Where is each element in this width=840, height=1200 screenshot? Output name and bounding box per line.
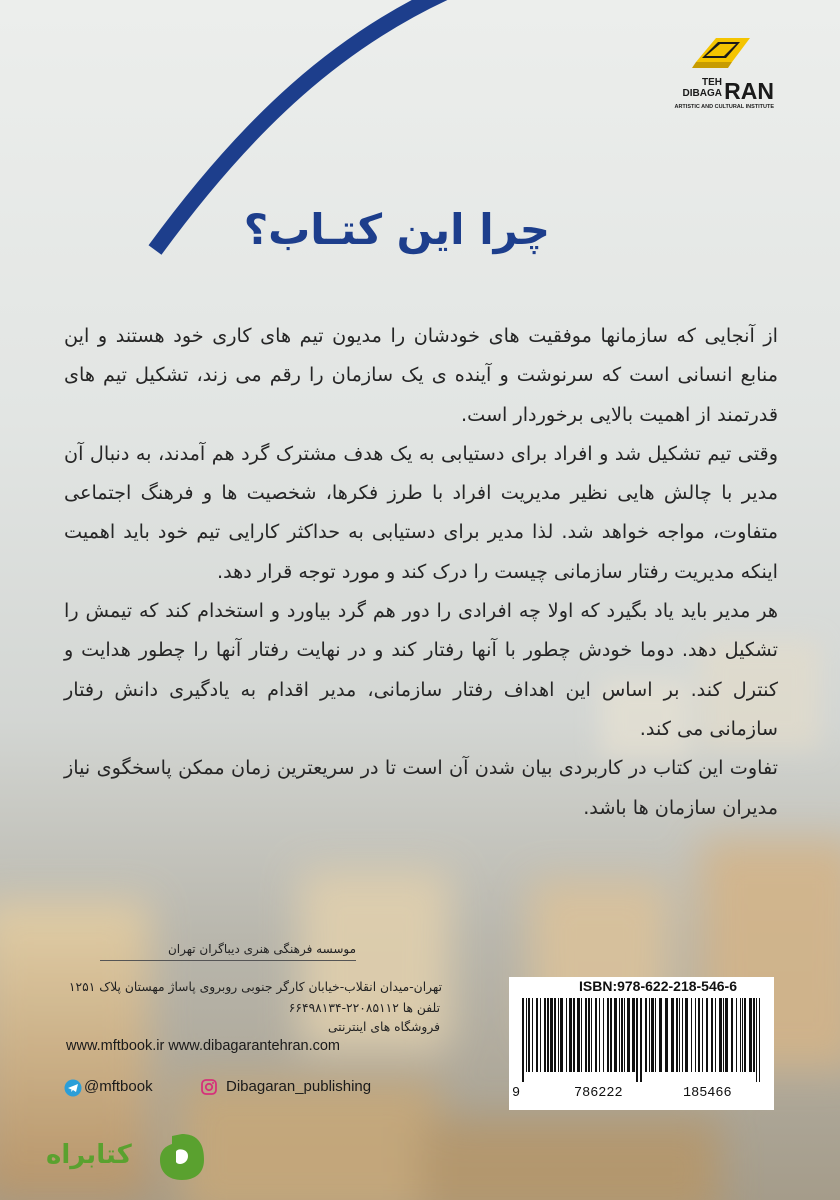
barcode-bar [702, 998, 703, 1072]
website-links[interactable]: www.mftbook.ir www.dibagarantehran.com [66, 1038, 341, 1054]
publisher-phone: تلفن ها ۲۲۰۸۵۱۱۲-۶۶۴۹۸۱۳۴ [288, 1001, 440, 1015]
paragraph: از آنجایی که سازمانها موفقیت های خودشان را مدیون تیم های کاری خود هستند و این منابع انسانی است که سرنوشت و آینده ی یک سازمان را رقم می زند، تشکیل تیم های قدرتمند از اهمیت بالایی برخوردار است. [64, 324, 778, 426]
barcode-bar [573, 998, 575, 1072]
page-title: چرا این کتـاب؟ [243, 205, 550, 254]
barcode-bar [547, 998, 549, 1072]
barcode-bar [698, 998, 700, 1072]
barcode-bar [645, 998, 647, 1072]
barcode-bar [682, 998, 683, 1072]
barcode-bar [753, 998, 755, 1072]
paragraph: وقتی تیم تشکیل شد و افراد برای دستیابی به یک هدف مشترک گرد هم آمدند، به دنبال آن مدیر با چالش هایی نظیر مدیریت افراد با طرز فکرها، شخصیت ها و فرهنگ اجتماعی متفاوت، مواجه خواهد شد. لذا مدیر برای دستیابی به حداکثر کارایی تیم خود باید اهمیت اینکه مدیریت رفتار سازمانی چیست را درک کند و مورد توجه قرار دهد. [64, 441, 778, 583]
barcode-bar [725, 998, 728, 1072]
publisher-address: تهران-میدان انقلاب-خیابان کارگر جنوبی روبروی پاساژ مهستان پلاک ۱۲۵۱ [68, 980, 442, 994]
barcode-bar [554, 998, 556, 1072]
isbn-label: ISBN:978-622-218-546-6 [579, 978, 737, 994]
barcode-bar [569, 998, 572, 1072]
barcode-bar [536, 998, 538, 1072]
barcode-bar [540, 998, 541, 1072]
barcode-bar [558, 998, 559, 1072]
barcode-bar [759, 998, 760, 1082]
barcode-bar [640, 998, 642, 1082]
ketabrah-icon [158, 1132, 204, 1182]
barcode-bar [595, 998, 597, 1072]
barcode-bar [632, 998, 635, 1072]
barcode-bar [585, 998, 587, 1072]
barcode-bar [526, 998, 527, 1072]
barcode-digit-first: 9 [512, 1086, 521, 1101]
paragraph: تفاوت این کتاب در کاربردی بیان شدن آن است تا در سریعترین زمان ممکن پاسخگوی نیاز مدیران سازمان ها باشد. [64, 756, 778, 819]
publisher-logo: RAN TEH DIBAGA ARTISTIC AND CULTURAL INSTITUTE [664, 22, 774, 112]
barcode-bar [550, 998, 553, 1072]
barcode-bar [560, 998, 563, 1072]
barcode-bar [544, 998, 546, 1072]
online-stores-label: فروشگاه های اینترنتی [328, 1020, 440, 1034]
barcode-bar [624, 998, 625, 1072]
description-text [64, 316, 778, 827]
barcode-bar [671, 998, 674, 1072]
barcode-bar [610, 998, 612, 1072]
barcode-bar [627, 998, 630, 1072]
telegram-handle[interactable]: @mftbook [84, 1078, 153, 1095]
barcode-bar [621, 998, 623, 1072]
barcode-bar [679, 998, 680, 1072]
barcode-bar [719, 998, 722, 1072]
ketabrah-logo [40, 1130, 220, 1190]
ketabrah-wordmark: کتابراه [46, 1140, 132, 1170]
barcode-bar [736, 998, 737, 1072]
barcode-bar [744, 998, 746, 1072]
barcode-bar [522, 998, 524, 1082]
barcode-bar [532, 998, 533, 1072]
barcode-bar [740, 998, 741, 1072]
barcode-bar [566, 998, 567, 1072]
barcode-bar [599, 998, 600, 1072]
barcode-bar [676, 998, 678, 1072]
barcode-bar [756, 998, 757, 1082]
barcode-bar [691, 998, 692, 1072]
telegram-icon [64, 1079, 82, 1097]
barcode-bar [731, 998, 733, 1072]
barcode-bar [581, 998, 582, 1072]
barcode-bar [651, 998, 654, 1072]
barcode-bar [636, 998, 638, 1082]
paragraph: هر مدیر باید یاد بگیرد که اولا چه افرادی را دور هم گرد بیاورد و استخدام کند که تیمش را تشکیل دهد. دوما خودش چطور با آنها رفتار کند و در نهایت رفتار آنها را چطور هدایت و کنترل کند. بر اساس این اهداف رفتار سازمانی، مدیر اقدام به یادگیری دانش رفتار سازمانی می کند. [64, 599, 778, 740]
barcode-bar [742, 998, 743, 1072]
barcode-bar [723, 998, 724, 1072]
barcode-digits-right: 185466 [683, 1086, 732, 1101]
barcode-bar [706, 998, 708, 1072]
logo-mark-icon [692, 32, 752, 72]
publisher-name: موسسه فرهنگی هنری دیباگران تهران [100, 942, 356, 961]
barcode-bar [711, 998, 713, 1072]
instagram-handle[interactable]: Dibagaran_publishing [226, 1078, 372, 1095]
instagram-icon [201, 1079, 217, 1095]
barcode-digits-left: 786222 [574, 1086, 623, 1101]
barcode-bar [695, 998, 696, 1072]
logo-tagline: ARTISTIC AND CULTURAL INSTITUTE [674, 104, 774, 110]
barcode-bar [749, 998, 752, 1072]
barcode-bars [520, 998, 765, 1082]
barcode-bar [577, 998, 580, 1072]
barcode-bar [665, 998, 668, 1072]
barcode-bar [659, 998, 662, 1072]
barcode-bar [715, 998, 716, 1072]
barcode-bar [649, 998, 650, 1072]
barcode-bar [619, 998, 620, 1072]
barcode-bar [655, 998, 656, 1072]
barcode-bar [603, 998, 604, 1072]
barcode-bar [528, 998, 530, 1072]
barcode-bar [607, 998, 609, 1072]
barcode-bar [588, 998, 590, 1072]
barcode-bar [591, 998, 592, 1072]
barcode-bar [685, 998, 688, 1072]
barcode-bar [614, 998, 617, 1072]
